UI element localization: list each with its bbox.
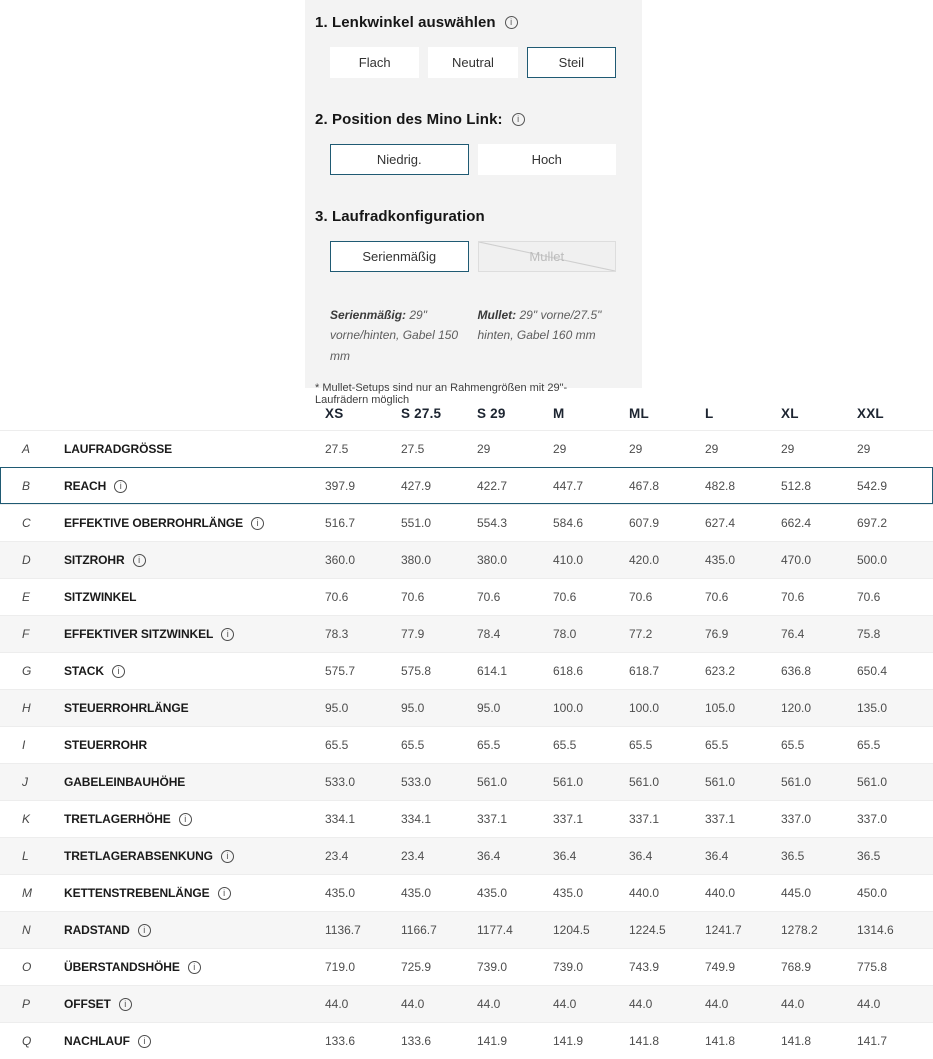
cell-value: 739.0 (477, 960, 508, 974)
cell-value: 44.0 (857, 997, 881, 1011)
configurator-sections (315, 14, 616, 272)
cell-value: 743.9 (629, 960, 660, 974)
cell-value: 337.1 (629, 812, 660, 826)
cell-value: 561.0 (629, 775, 660, 789)
cell-value: 435.0 (705, 553, 736, 567)
row-label-text: REACH (64, 479, 107, 493)
cell-value: 36.4 (553, 849, 577, 863)
cell-value: 70.6 (781, 590, 805, 604)
cell-value: 76.9 (705, 627, 729, 641)
cell-value: 120.0 (781, 701, 812, 715)
cell-value: 420.0 (629, 553, 660, 567)
row-label (64, 1034, 325, 1048)
info-icon[interactable]: i (179, 813, 192, 826)
cell-value: 133.6 (401, 1034, 432, 1048)
cell-value: 575.8 (401, 664, 432, 678)
info-icon[interactable]: i (119, 998, 132, 1011)
row-label-text: NACHLAUF (64, 1034, 130, 1048)
description-text: 29" vorne/hinten, Gabel 150 mm (330, 308, 459, 363)
cell-value: 65.5 (401, 738, 425, 752)
cell-value: 65.5 (705, 738, 729, 752)
column-header-m: M (553, 405, 565, 421)
option-group (330, 47, 616, 78)
cell-value: 1241.7 (705, 923, 742, 937)
cell-value: 1204.5 (553, 923, 590, 937)
cell-value: 561.0 (781, 775, 812, 789)
option-button-neutral[interactable]: Neutral (428, 47, 517, 78)
table-row-tretlagerabsenkung[interactable] (0, 837, 933, 874)
row-letter: M (22, 886, 32, 900)
cell-value: 100.0 (553, 701, 584, 715)
cell-value: 440.0 (629, 886, 660, 900)
column-header-xl: XL (781, 405, 799, 421)
cell-value: 141.8 (629, 1034, 660, 1048)
table-row-effektiver-sitzwinkel[interactable] (0, 615, 933, 652)
row-label (64, 775, 325, 789)
config-section-3-laufradkonfiguration (315, 208, 616, 272)
cell-value: 1278.2 (781, 923, 818, 937)
row-letter: Q (22, 1034, 32, 1048)
cell-value: 29 (629, 442, 643, 456)
row-label (64, 664, 325, 678)
cell-value: 23.4 (325, 849, 349, 863)
row-letter: N (22, 923, 31, 937)
cell-value: 380.0 (477, 553, 508, 567)
row-letter: E (22, 590, 31, 604)
cell-value: 70.6 (401, 590, 425, 604)
table-row-nachlauf[interactable] (0, 1022, 933, 1059)
row-label-text: SITZWINKEL (64, 590, 137, 604)
cell-value: 1314.6 (857, 923, 894, 937)
cell-value: 77.9 (401, 627, 425, 641)
cell-value: 607.9 (629, 516, 660, 530)
cell-value: 65.5 (629, 738, 653, 752)
cell-value: 739.0 (553, 960, 584, 974)
cell-value: 516.7 (325, 516, 356, 530)
row-letter: G (22, 664, 32, 678)
section-title-text: 1. Lenkwinkel auswählen (315, 14, 496, 31)
row-label (64, 997, 325, 1011)
table-row-reach[interactable] (0, 467, 933, 504)
column-header-s-29: S 29 (477, 405, 506, 421)
cell-value: 636.8 (781, 664, 812, 678)
cell-value: 36.4 (705, 849, 729, 863)
cell-value: 775.8 (857, 960, 888, 974)
table-row-sitzrohr[interactable] (0, 541, 933, 578)
table-row-tretlagerh-he[interactable] (0, 800, 933, 837)
cell-value: 65.5 (325, 738, 349, 752)
cell-value: 133.6 (325, 1034, 356, 1048)
info-icon[interactable]: i (138, 1035, 151, 1048)
cell-value: 44.0 (325, 997, 349, 1011)
cell-value: 500.0 (857, 553, 888, 567)
cell-value: 44.0 (401, 997, 425, 1011)
table-row-kettenstrebenl-nge[interactable] (0, 874, 933, 911)
cell-value: 337.1 (705, 812, 736, 826)
row-label-text: STACK (64, 664, 104, 678)
cell-value: 435.0 (325, 886, 356, 900)
cell-value: 725.9 (401, 960, 432, 974)
cell-value: 561.0 (553, 775, 584, 789)
geometry-configurator (305, 0, 642, 407)
cell-value: 447.7 (553, 479, 584, 493)
table-row-sitzwinkel[interactable] (0, 578, 933, 615)
cell-value: 575.7 (325, 664, 356, 678)
cell-value: 542.9 (857, 479, 888, 493)
cell-value: 29 (705, 442, 719, 456)
cell-value: 44.0 (553, 997, 577, 1011)
column-header-xxl: XXL (857, 405, 884, 421)
cell-value: 470.0 (781, 553, 812, 567)
cell-value: 533.0 (401, 775, 432, 789)
cell-value: 337.1 (477, 812, 508, 826)
table-row-effektive-oberrohrl-nge[interactable] (0, 504, 933, 541)
cell-value: 78.0 (553, 627, 577, 641)
cell-value: 662.4 (781, 516, 812, 530)
info-icon[interactable]: i (133, 554, 146, 567)
option-button-mullet: Mullet (478, 241, 617, 272)
cell-value: 337.1 (553, 812, 584, 826)
cell-value: 36.5 (857, 849, 881, 863)
cell-value: 29 (781, 442, 795, 456)
cell-value: 584.6 (553, 516, 584, 530)
cell-value: 100.0 (629, 701, 660, 715)
row-letter: L (22, 849, 29, 863)
cell-value: 70.6 (477, 590, 501, 604)
cell-value: 1166.7 (401, 923, 437, 937)
cell-value: 422.7 (477, 479, 508, 493)
config-section-1-lenkwinkel-ausw-hlen (315, 14, 616, 78)
row-label (64, 701, 325, 715)
cell-value: 334.1 (325, 812, 356, 826)
cell-value: 1224.5 (629, 923, 666, 937)
row-label (64, 442, 325, 456)
row-label (64, 553, 325, 567)
row-letter: F (22, 627, 30, 641)
section-title (315, 208, 616, 225)
row-label-text: TRETLAGERHÖHE (64, 812, 171, 826)
cell-value: 337.0 (857, 812, 888, 826)
column-header-xs: XS (325, 405, 344, 421)
cell-value: 650.4 (857, 664, 888, 678)
cell-value: 36.4 (629, 849, 653, 863)
cell-value: 1177.4 (477, 923, 513, 937)
row-label-text: KETTENSTREBENLÄNGE (64, 886, 210, 900)
cell-value: 1136.7 (325, 923, 361, 937)
cell-value: 141.9 (553, 1034, 584, 1048)
cell-value: 554.3 (477, 516, 508, 530)
column-header-s-27-5: S 27.5 (401, 405, 442, 421)
row-label-text: GABELEINBAUHÖHE (64, 775, 186, 789)
cell-value: 697.2 (857, 516, 888, 530)
option-button-steil[interactable]: Steil (527, 47, 616, 78)
row-letter: K (22, 812, 31, 826)
cell-value: 749.9 (705, 960, 736, 974)
cell-value: 334.1 (401, 812, 432, 826)
table-row-offset[interactable] (0, 985, 933, 1022)
cell-value: 719.0 (325, 960, 356, 974)
table-row-laufradgr-sse[interactable] (0, 430, 933, 467)
cell-value: 435.0 (477, 886, 508, 900)
row-label (64, 849, 325, 863)
info-icon[interactable]: i (251, 517, 264, 530)
row-label-text: STEUERROHR (64, 738, 148, 752)
cell-value: 618.6 (553, 664, 584, 678)
cell-value: 105.0 (705, 701, 736, 715)
cell-value: 768.9 (781, 960, 812, 974)
cell-value: 435.0 (401, 886, 432, 900)
table-row-gabeleinbauh-he[interactable] (0, 763, 933, 800)
cell-value: 44.0 (477, 997, 501, 1011)
wheel-config-descriptions (330, 305, 616, 366)
row-label (64, 479, 325, 493)
option-button-hoch[interactable]: Hoch (478, 144, 617, 175)
wheel-config-description (478, 305, 617, 366)
cell-value: 561.0 (477, 775, 508, 789)
cell-value: 75.8 (857, 627, 881, 641)
section-title (315, 111, 616, 128)
cell-value: 65.5 (857, 738, 881, 752)
row-label (64, 886, 325, 900)
row-label (64, 627, 325, 641)
geometry-rows (0, 430, 933, 1059)
cell-value: 141.7 (857, 1034, 888, 1048)
geometry-table (0, 392, 933, 1059)
row-letter: P (22, 997, 31, 1011)
cell-value: 435.0 (553, 886, 584, 900)
row-letter: B (22, 479, 31, 493)
info-icon[interactable]: i (512, 113, 525, 126)
config-section-2-position-des-mino-link (315, 111, 616, 175)
cell-value: 65.5 (781, 738, 805, 752)
size-header-row (0, 392, 933, 430)
table-row-berstandsh-he[interactable] (0, 948, 933, 985)
cell-value: 27.5 (401, 442, 425, 456)
row-label-text: SITZROHR (64, 553, 125, 567)
cell-value: 95.0 (477, 701, 501, 715)
cell-value: 70.6 (705, 590, 729, 604)
cell-value: 627.4 (705, 516, 736, 530)
row-label-text: TRETLAGERABSENKUNG (64, 849, 213, 863)
cell-value: 44.0 (629, 997, 653, 1011)
cell-value: 397.9 (325, 479, 356, 493)
cell-value: 141.9 (477, 1034, 508, 1048)
cell-value: 23.4 (401, 849, 425, 863)
cell-value: 440.0 (705, 886, 736, 900)
info-icon[interactable]: i (112, 665, 125, 678)
cell-value: 29 (477, 442, 491, 456)
table-row-steuerrohrl-nge[interactable] (0, 689, 933, 726)
info-icon[interactable]: i (218, 887, 231, 900)
cell-value: 561.0 (857, 775, 888, 789)
option-group (330, 144, 616, 175)
info-icon[interactable]: i (114, 480, 127, 493)
cell-value: 467.8 (629, 479, 660, 493)
row-letter: O (22, 960, 32, 974)
row-label-text: STEUERROHRLÄNGE (64, 701, 189, 715)
cell-value: 141.8 (705, 1034, 736, 1048)
row-letter: D (22, 553, 31, 567)
row-label-text: RADSTAND (64, 923, 130, 937)
cell-value: 141.8 (781, 1034, 812, 1048)
cell-value: 623.2 (705, 664, 736, 678)
cell-value: 76.4 (781, 627, 805, 641)
section-title-text: 2. Position des Mino Link: (315, 111, 503, 128)
row-label (64, 516, 325, 530)
cell-value: 95.0 (401, 701, 425, 715)
description-lead: Serienmäßig: (330, 308, 407, 322)
row-letter: H (22, 701, 31, 715)
cell-value: 618.7 (629, 664, 660, 678)
row-label-text: ÜBERSTANDSHÖHE (64, 960, 180, 974)
section-title-text: 3. Laufradkonfiguration (315, 208, 485, 225)
cell-value: 561.0 (705, 775, 736, 789)
row-letter: J (22, 775, 28, 789)
info-icon[interactable]: i (221, 628, 234, 641)
cell-value: 551.0 (401, 516, 432, 530)
info-icon[interactable]: i (188, 961, 201, 974)
row-label-text: LAUFRADGRÖSSE (64, 442, 173, 456)
info-icon[interactable]: i (505, 16, 518, 29)
info-icon[interactable]: i (221, 850, 234, 863)
cell-value: 360.0 (325, 553, 356, 567)
cell-value: 65.5 (477, 738, 501, 752)
option-button-flach[interactable]: Flach (330, 47, 419, 78)
cell-value: 78.3 (325, 627, 349, 641)
row-label-text: EFFEKTIVE OBERROHRLÄNGE (64, 516, 244, 530)
table-row-stack[interactable] (0, 652, 933, 689)
option-group (330, 241, 616, 272)
row-label-text: OFFSET (64, 997, 111, 1011)
row-label-text: EFFEKTIVER SITZWINKEL (64, 627, 214, 641)
cell-value: 70.6 (553, 590, 577, 604)
cell-value: 70.6 (325, 590, 349, 604)
row-label (64, 590, 325, 604)
cell-value: 445.0 (781, 886, 812, 900)
cell-value: 29 (553, 442, 567, 456)
cell-value: 44.0 (705, 997, 729, 1011)
table-row-steuerrohr[interactable] (0, 726, 933, 763)
cell-value: 380.0 (401, 553, 432, 567)
cell-value: 70.6 (857, 590, 881, 604)
cell-value: 450.0 (857, 886, 888, 900)
cell-value: 410.0 (553, 553, 584, 567)
row-label (64, 923, 325, 937)
cell-value: 512.8 (781, 479, 812, 493)
cell-value: 29 (857, 442, 871, 456)
row-letter: I (22, 738, 26, 752)
option-button-serienm-ig[interactable]: Serienmäßig (330, 241, 469, 272)
cell-value: 27.5 (325, 442, 349, 456)
cell-value: 95.0 (325, 701, 349, 715)
cell-value: 482.8 (705, 479, 736, 493)
table-row-radstand[interactable] (0, 911, 933, 948)
row-label (64, 812, 325, 826)
description-lead: Mullet: (477, 308, 517, 322)
row-letter: C (22, 516, 31, 530)
info-icon[interactable]: i (138, 924, 151, 937)
section-title (315, 14, 616, 31)
column-header-l: L (705, 405, 714, 421)
cell-value: 135.0 (857, 701, 888, 715)
cell-value: 427.9 (401, 479, 432, 493)
cell-value: 36.4 (477, 849, 501, 863)
option-button-niedrig[interactable]: Niedrig. (330, 144, 469, 175)
row-letter: A (22, 442, 31, 456)
column-header-ml: ML (629, 405, 649, 421)
cell-value: 78.4 (477, 627, 501, 641)
description-text: 29" vorne/27.5" hinten, Gabel 160 mm (477, 308, 602, 343)
mullet-footnote: * Mullet-Setups sind nur an Rahmengrößen mit 29"-Laufrädern möglich (315, 382, 568, 407)
cell-value: 533.0 (325, 775, 356, 789)
cell-value: 70.6 (629, 590, 653, 604)
cell-value: 65.5 (553, 738, 577, 752)
row-label (64, 738, 325, 752)
cell-value: 77.2 (629, 627, 653, 641)
cell-value: 614.1 (477, 664, 508, 678)
cell-value: 44.0 (781, 997, 805, 1011)
cell-value: 337.0 (781, 812, 812, 826)
cell-value: 36.5 (781, 849, 805, 863)
row-label (64, 960, 325, 974)
wheel-config-description (330, 305, 469, 366)
